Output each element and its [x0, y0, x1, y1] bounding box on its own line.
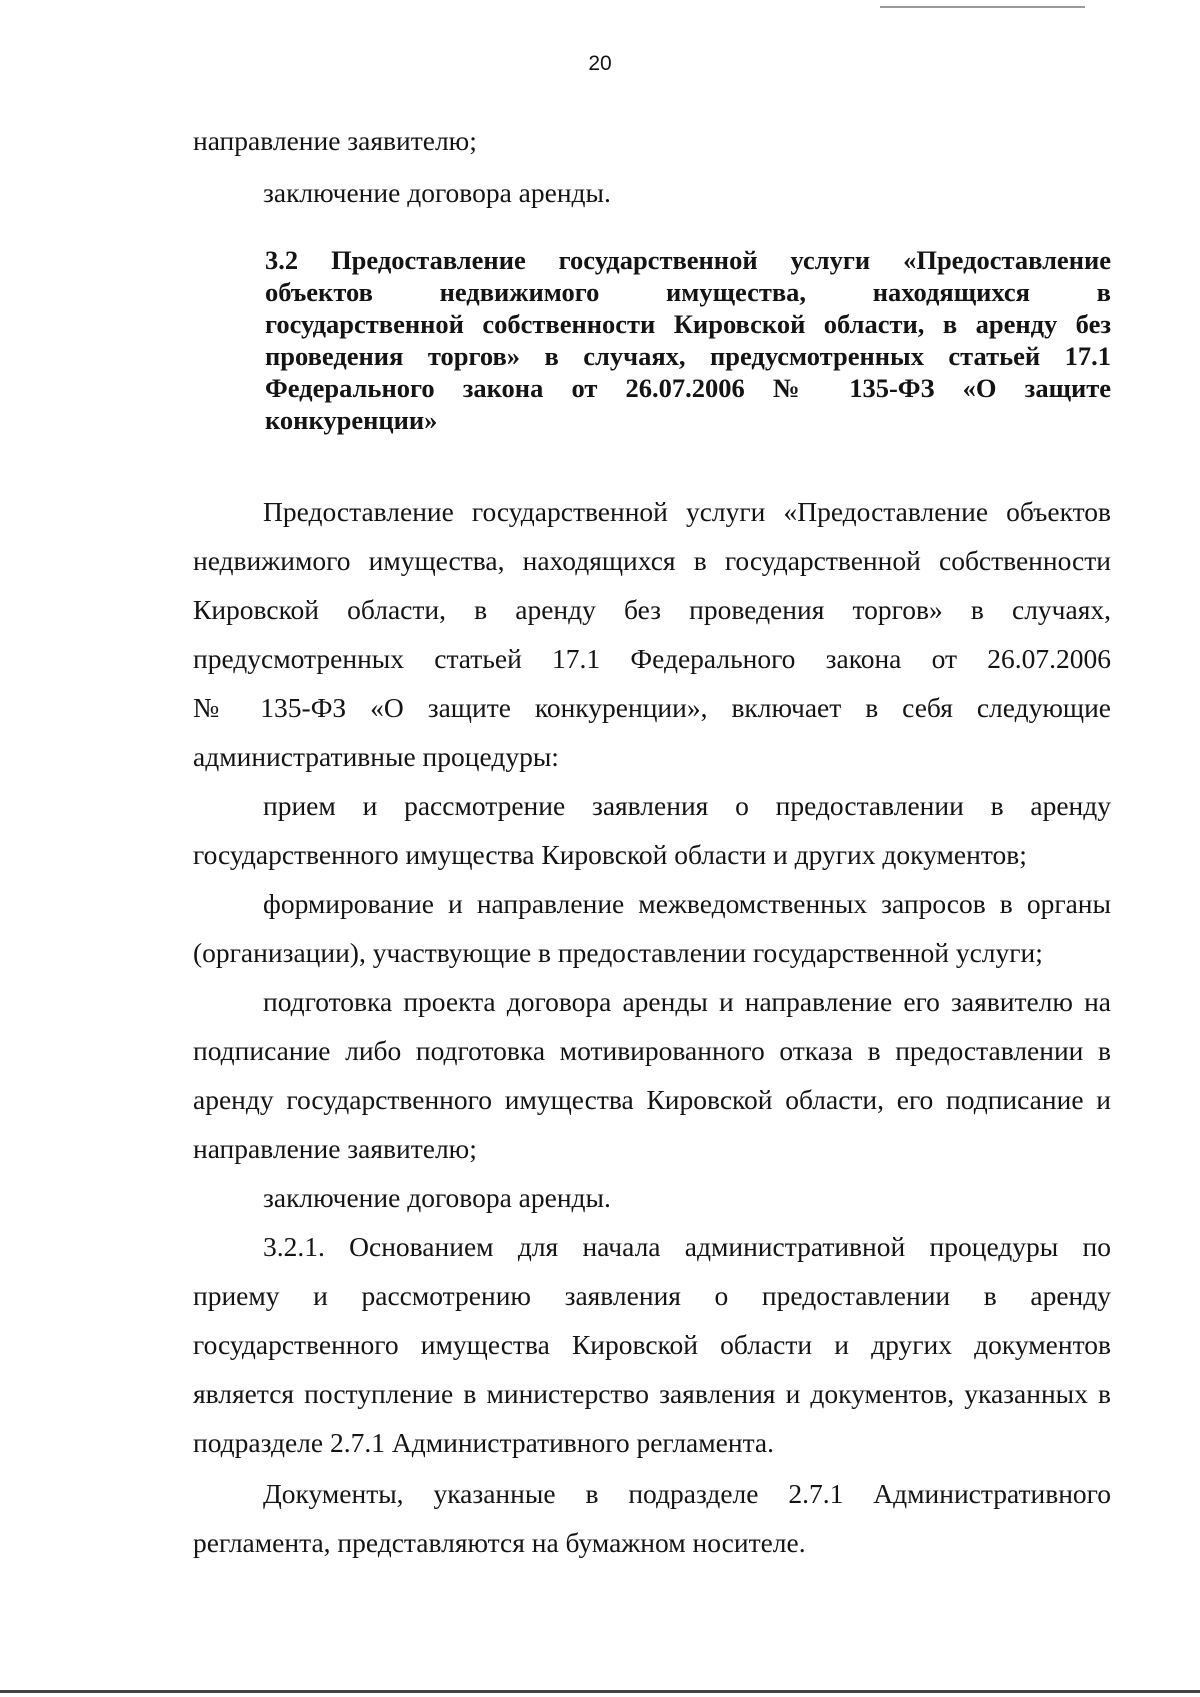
text-line: недвижимого имущества, находящихся в государственной собственности — [193, 545, 1111, 576]
text-line: подготовка проекта договора аренды и направление его заявителю на — [263, 986, 1111, 1017]
text-line: № 135-ФЗ «О защите конкуренции», включает в себя следующие — [193, 692, 1111, 723]
scan-artifact-top — [880, 6, 1085, 8]
text-line: Кировской области, в аренду без проведения торгов» в случаях, — [193, 594, 1111, 625]
section-heading-line: 3.2 Предоставление государственной услуги «Предоставление — [265, 245, 1111, 275]
section-heading-line: конкуренции» — [265, 405, 438, 435]
section-heading-line: проведения торгов» в случаях, предусмотренных статьей 17.1 — [265, 341, 1111, 371]
text-line: государственного имущества Кировской области и других документов — [193, 1329, 1111, 1360]
text-line: государственного имущества Кировской области и других документов; — [193, 839, 1027, 870]
text-line: заключение договора аренды. — [263, 177, 611, 208]
section-heading-line: государственной собственности Кировской области, в аренду без — [265, 309, 1111, 339]
scan-artifact-bottom — [0, 1690, 1200, 1693]
text-line: направление заявителю; — [193, 125, 477, 156]
text-line: (организации), участвующие в предоставлении государственной услуги; — [193, 937, 1043, 968]
page-number: 20 — [588, 52, 612, 75]
text-line: заключение договора аренды. — [263, 1182, 611, 1213]
text-line: прием и рассмотрение заявления о предоставлении в аренду — [263, 790, 1111, 821]
text-line: аренду государственного имущества Кировской области, его подписание и — [193, 1084, 1111, 1115]
text-line: предусмотренных статьей 17.1 Федерального закона от 26.07.2006 — [193, 643, 1111, 674]
section-heading-line: Федерального закона от 26.07.2006 № 135-ФЗ «О защите — [265, 373, 1111, 403]
text-line: приему и рассмотрению заявления о предоставлении в аренду — [193, 1280, 1111, 1311]
text-line: подписание либо подготовка мотивированного отказа в предоставлении в — [193, 1035, 1111, 1066]
text-line: подразделе 2.7.1 Административного регламента. — [193, 1427, 775, 1458]
text-line: административные процедуры: — [193, 741, 559, 772]
text-line: направление заявителю; — [193, 1133, 477, 1164]
text-line: формирование и направление межведомственных запросов в органы — [263, 888, 1111, 919]
text-line: является поступление в министерство заявления и документов, указанных в — [193, 1378, 1111, 1409]
text-line: 3.2.1. Основанием для начала административной процедуры по — [263, 1231, 1111, 1262]
text-line: регламента, представляются на бумажном носителе. — [193, 1527, 806, 1558]
section-heading-line: объектов недвижимого имущества, находящихся в — [265, 277, 1111, 307]
text-line: Предоставление государственной услуги «Предоставление объектов — [263, 496, 1111, 527]
text-line: Документы, указанные в подразделе 2.7.1 Административного — [263, 1478, 1111, 1509]
